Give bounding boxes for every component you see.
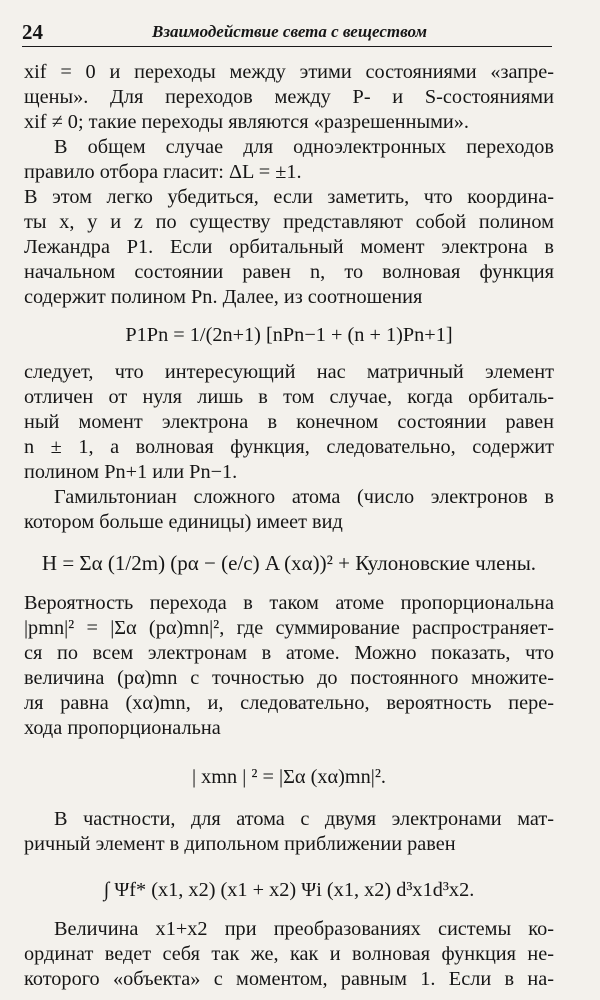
text-line: содержит полином Pn. Далее, из соотношения (24, 286, 423, 308)
text-line: отличен от нуля лишь в том случае, когда орбиталь- (24, 386, 554, 408)
text-line: правило отбора гласит: ΔL = ±1. (24, 161, 302, 183)
text-line: величина (pα)mn с точностью до постоянного множите- (24, 667, 554, 689)
formula-legendre-recurrence: P1Pn = 1/(2n+1) [nPn−1 + (n + 1)Pn+1] (125, 324, 453, 346)
text-line: xif = 0 и переходы между этими состояниями «запре- (24, 61, 554, 83)
text-line: ся по всем электронам в атоме. Можно показать, что (24, 642, 554, 664)
page-number: 24 (22, 20, 43, 44)
text-line: Гамильтониан сложного атома (число электронов в (54, 486, 554, 508)
text-line: следует, что интересующий нас матричный элемент (24, 361, 554, 383)
text-line: В общем случае для одноэлектронных переходов (54, 136, 554, 158)
page-header (22, 18, 552, 47)
text-line: |pmn|² = |Σα (pα)mn|², где суммирование распространяет- (24, 617, 554, 639)
text-line: котором больше единицы) имеет вид (24, 511, 343, 533)
text-line: ля равна (xα)mn, и, следовательно, вероятность пере- (24, 692, 554, 714)
text-line: начальном состоянии равен n, то волновая функция (24, 261, 554, 283)
text-line: В этом легко убедиться, если заметить, что координа- (24, 186, 554, 208)
text-line: ординат ведет себя так же, как и волновая функция не- (24, 943, 554, 965)
text-line: которого «объекта» с моментом, равным 1. Если в на- (24, 968, 554, 990)
text-line: ный момент электрона в конечном состоянии равен (24, 411, 554, 433)
text-line: полином Pn+1 или Pn−1. (24, 461, 238, 483)
formula-hamiltonian: H = Σα (1/2m) (pα − (e/c) A (xα))² + Кулоновские члены. (41, 551, 537, 575)
text-line: Вероятность перехода в таком атоме пропорциональна (24, 592, 554, 614)
formula-transition-probability: | xmn | ² = |Σα (xα)mn|². (191, 766, 386, 788)
text-line: xif ≠ 0; такие переходы являются «разрешенными». (24, 111, 469, 133)
formula-dipole-matrix-element: ∫ Ψf* (x1, x2) (x1 + x2) Ψi (x1, x2) d³x1d³x2. (103, 879, 475, 901)
text-line: Величина x1+x2 при преобразованиях системы ко- (54, 918, 554, 940)
text-line: хода пропорциональна (24, 717, 221, 739)
text-line: В частности, для атома с двумя электронами мат- (54, 808, 554, 830)
text-line: ричный элемент в дипольном приближении равен (24, 833, 456, 855)
body-text (24, 60, 554, 992)
text-line: щены». Для переходов между P- и S-состояниями (24, 86, 554, 108)
text-line: Лежандра P1. Если орбитальный момент электрона в (24, 236, 554, 258)
running-title: Взаимодействие света с веществом (152, 22, 427, 41)
text-line: n ± 1, а волновая функция, следовательно, содержит (24, 436, 554, 458)
text-line: ты x, y и z по существу представляют собой полином (24, 211, 554, 233)
